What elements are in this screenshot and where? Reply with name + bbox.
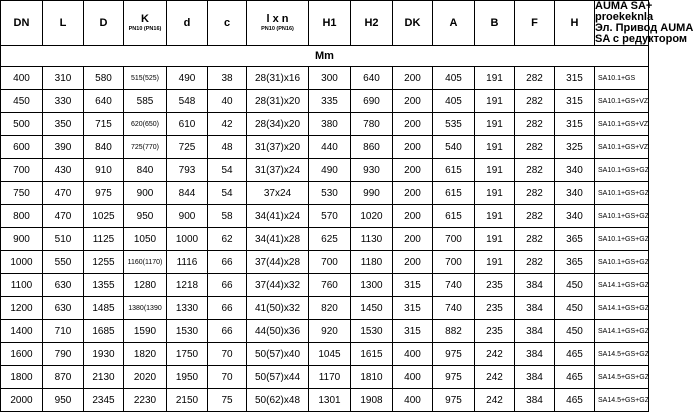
cell-a: 540 [433, 136, 475, 159]
cell-d-inner: 610 [167, 113, 208, 136]
table-row [1, 297, 649, 320]
cell-h1: 1170 [309, 366, 351, 389]
cell-dn: 450 [1, 90, 43, 113]
header-c: c [208, 1, 247, 46]
header-lxn [247, 1, 309, 46]
cell-lxn: 37(44)x32 [247, 274, 309, 297]
cell-h1: 1301 [309, 389, 351, 412]
cell-actuator: SA14.1+GS+GZ [595, 297, 649, 320]
cell-k: 2020 [124, 366, 167, 389]
cell-c: 66 [208, 320, 247, 343]
header-lxn-subtitle: PN10 (PN16) [261, 26, 294, 32]
cell-h: 340 [555, 182, 595, 205]
cell-dk: 200 [393, 251, 433, 274]
cell-b: 191 [475, 251, 515, 274]
cell-k: 1380(1390 [124, 297, 167, 320]
cell-c: 54 [208, 159, 247, 182]
table-row [1, 228, 649, 251]
cell-h: 450 [555, 274, 595, 297]
cell-c: 40 [208, 90, 247, 113]
header-b: B [475, 1, 515, 46]
header-d-inner: d [167, 1, 208, 46]
cell-h1: 700 [309, 251, 351, 274]
cell-l: 870 [43, 366, 84, 389]
cell-dn: 700 [1, 159, 43, 182]
table-row [1, 366, 649, 389]
cell-d-outer: 640 [84, 90, 124, 113]
header-dk: DK [393, 1, 433, 46]
cell-d-outer: 1025 [84, 205, 124, 228]
cell-actuator: SA14.1+GS+GZ [595, 274, 649, 297]
cell-h: 315 [555, 67, 595, 90]
cell-h1: 530 [309, 182, 351, 205]
cell-actuator: SA14.5+GS+GZ [595, 343, 649, 366]
cell-d-outer: 1125 [84, 228, 124, 251]
cell-d-outer: 1485 [84, 297, 124, 320]
table-row [1, 67, 649, 90]
header-d-outer: D [84, 1, 124, 46]
cell-l: 330 [43, 90, 84, 113]
table-row [1, 182, 649, 205]
cell-a: 615 [433, 205, 475, 228]
cell-h1: 490 [309, 159, 351, 182]
cell-h2: 780 [351, 113, 393, 136]
header-dn: DN [1, 1, 43, 46]
cell-actuator: SA10.1+GS+VZ [595, 136, 649, 159]
cell-f: 384 [515, 343, 555, 366]
cell-f: 384 [515, 274, 555, 297]
cell-f: 282 [515, 182, 555, 205]
cell-c: 66 [208, 251, 247, 274]
cell-actuator: SA10.1+GS+GZ [595, 182, 649, 205]
cell-a: 882 [433, 320, 475, 343]
cell-h2: 1615 [351, 343, 393, 366]
cell-c: 66 [208, 274, 247, 297]
cell-h2: 1450 [351, 297, 393, 320]
cell-k: 620(650) [124, 113, 167, 136]
header-actuator-line: proekeknla [595, 11, 654, 23]
cell-d-inner: 1950 [167, 366, 208, 389]
cell-dn: 500 [1, 113, 43, 136]
cell-c: 54 [208, 182, 247, 205]
cell-dn: 1200 [1, 297, 43, 320]
header-h1: H1 [309, 1, 351, 46]
cell-a: 405 [433, 67, 475, 90]
cell-l: 390 [43, 136, 84, 159]
cell-lxn: 28(31)x20 [247, 90, 309, 113]
cell-f: 282 [515, 113, 555, 136]
units-label: Mm [1, 46, 649, 67]
cell-f: 384 [515, 297, 555, 320]
cell-actuator: SA14.5+GS+GZ [595, 389, 649, 412]
cell-h: 450 [555, 320, 595, 343]
cell-f: 384 [515, 320, 555, 343]
cell-h: 340 [555, 159, 595, 182]
cell-h: 465 [555, 343, 595, 366]
cell-b: 235 [475, 320, 515, 343]
table-row [1, 274, 649, 297]
cell-h2: 690 [351, 90, 393, 113]
cell-lxn: 50(57)x40 [247, 343, 309, 366]
cell-c: 75 [208, 389, 247, 412]
cell-dk: 200 [393, 205, 433, 228]
cell-actuator: SA10.1+GS+GZ [595, 205, 649, 228]
cell-d-inner: 1530 [167, 320, 208, 343]
cell-b: 242 [475, 343, 515, 366]
cell-c: 42 [208, 113, 247, 136]
cell-a: 700 [433, 251, 475, 274]
cell-l: 470 [43, 205, 84, 228]
cell-b: 191 [475, 159, 515, 182]
cell-d-outer: 1255 [84, 251, 124, 274]
header-actuator-line: AUMA SA+ [595, 0, 653, 12]
cell-b: 235 [475, 274, 515, 297]
cell-d-inner: 725 [167, 136, 208, 159]
cell-d-inner: 900 [167, 205, 208, 228]
cell-k: 1820 [124, 343, 167, 366]
cell-f: 282 [515, 136, 555, 159]
cell-k: 1160(1170) [124, 251, 167, 274]
cell-d-inner: 548 [167, 90, 208, 113]
cell-d-outer: 2345 [84, 389, 124, 412]
cell-d-inner: 844 [167, 182, 208, 205]
cell-dn: 2000 [1, 389, 43, 412]
cell-h: 315 [555, 90, 595, 113]
cell-a: 615 [433, 182, 475, 205]
cell-b: 191 [475, 90, 515, 113]
cell-a: 405 [433, 90, 475, 113]
cell-h2: 1810 [351, 366, 393, 389]
table-row [1, 159, 649, 182]
cell-c: 66 [208, 297, 247, 320]
cell-dk: 200 [393, 90, 433, 113]
header-h2: H2 [351, 1, 393, 46]
cell-h2: 930 [351, 159, 393, 182]
cell-dk: 200 [393, 113, 433, 136]
cell-dk: 400 [393, 389, 433, 412]
cell-lxn: 34(41)x28 [247, 228, 309, 251]
cell-b: 242 [475, 366, 515, 389]
cell-h2: 860 [351, 136, 393, 159]
cell-h: 365 [555, 228, 595, 251]
table-row [1, 389, 649, 412]
cell-l: 550 [43, 251, 84, 274]
table-row [1, 113, 649, 136]
table-row [1, 343, 649, 366]
cell-actuator: SA10.1+GS+GZ [595, 159, 649, 182]
cell-d-outer: 715 [84, 113, 124, 136]
cell-k: 2230 [124, 389, 167, 412]
cell-dn: 800 [1, 205, 43, 228]
table-row [1, 205, 649, 228]
cell-h2: 1020 [351, 205, 393, 228]
cell-c: 70 [208, 366, 247, 389]
cell-b: 191 [475, 182, 515, 205]
cell-dk: 200 [393, 228, 433, 251]
cell-d-inner: 1218 [167, 274, 208, 297]
header-h: H [555, 1, 595, 46]
header-f: F [515, 1, 555, 46]
cell-c: 38 [208, 67, 247, 90]
cell-d-inner: 1116 [167, 251, 208, 274]
cell-d-outer: 840 [84, 136, 124, 159]
cell-dn: 600 [1, 136, 43, 159]
cell-a: 740 [433, 297, 475, 320]
cell-h1: 380 [309, 113, 351, 136]
cell-l: 630 [43, 274, 84, 297]
cell-h1: 335 [309, 90, 351, 113]
cell-d-outer: 580 [84, 67, 124, 90]
cell-d-outer: 1930 [84, 343, 124, 366]
cell-c: 70 [208, 343, 247, 366]
cell-d-outer: 1355 [84, 274, 124, 297]
cell-h2: 1180 [351, 251, 393, 274]
cell-l: 430 [43, 159, 84, 182]
header-row [1, 1, 649, 46]
cell-h: 325 [555, 136, 595, 159]
cell-d-outer: 2130 [84, 366, 124, 389]
cell-actuator: SA10.1+GS+GZ [595, 251, 649, 274]
cell-dk: 315 [393, 297, 433, 320]
units-row [1, 46, 649, 67]
cell-d-outer: 910 [84, 159, 124, 182]
cell-c: 58 [208, 205, 247, 228]
cell-l: 630 [43, 297, 84, 320]
cell-d-inner: 793 [167, 159, 208, 182]
cell-d-inner: 1750 [167, 343, 208, 366]
cell-dk: 400 [393, 366, 433, 389]
cell-l: 310 [43, 67, 84, 90]
cell-b: 235 [475, 297, 515, 320]
cell-k: 1050 [124, 228, 167, 251]
cell-lxn: 50(57)x44 [247, 366, 309, 389]
cell-d-outer: 1685 [84, 320, 124, 343]
cell-l: 710 [43, 320, 84, 343]
cell-f: 282 [515, 67, 555, 90]
cell-h2: 1300 [351, 274, 393, 297]
cell-lxn: 28(34)x20 [247, 113, 309, 136]
cell-a: 975 [433, 389, 475, 412]
cell-d-inner: 1330 [167, 297, 208, 320]
cell-f: 282 [515, 90, 555, 113]
cell-lxn: 28(31)x16 [247, 67, 309, 90]
cell-lxn: 37(44)x28 [247, 251, 309, 274]
cell-h2: 990 [351, 182, 393, 205]
cell-a: 975 [433, 343, 475, 366]
cell-b: 191 [475, 205, 515, 228]
cell-lxn: 34(41)x24 [247, 205, 309, 228]
cell-b: 191 [475, 113, 515, 136]
header-actuator-line: Эл. Привод AUMA [595, 22, 693, 34]
cell-lxn: 37x24 [247, 182, 309, 205]
cell-h1: 300 [309, 67, 351, 90]
cell-k: 950 [124, 205, 167, 228]
header-k [124, 1, 167, 46]
cell-f: 384 [515, 389, 555, 412]
cell-f: 282 [515, 228, 555, 251]
cell-lxn: 31(37)x20 [247, 136, 309, 159]
cell-actuator: SA14.5+GS+GZ [595, 366, 649, 389]
cell-h: 450 [555, 297, 595, 320]
header-actuator-line: SA с редуктором [595, 33, 688, 45]
cell-k: 840 [124, 159, 167, 182]
cell-dk: 315 [393, 320, 433, 343]
cell-dn: 1100 [1, 274, 43, 297]
header-l: L [43, 1, 84, 46]
cell-b: 242 [475, 389, 515, 412]
cell-h1: 920 [309, 320, 351, 343]
cell-dn: 1600 [1, 343, 43, 366]
cell-actuator: SA10.1+GS+VZ [595, 90, 649, 113]
header-actuator [595, 0, 693, 46]
cell-a: 535 [433, 113, 475, 136]
header-lxn-label: l x n [266, 13, 289, 25]
cell-h: 365 [555, 251, 595, 274]
cell-h: 315 [555, 113, 595, 136]
header-k-subtitle: PN10 (PN16) [128, 26, 162, 32]
cell-lxn: 44(50)x36 [247, 320, 309, 343]
cell-k: 515(525) [124, 67, 167, 90]
cell-d-inner: 490 [167, 67, 208, 90]
table-body [1, 67, 649, 412]
cell-dn: 1800 [1, 366, 43, 389]
cell-lxn: 31(37)x24 [247, 159, 309, 182]
table-row [1, 251, 649, 274]
cell-l: 950 [43, 389, 84, 412]
cell-lxn: 41(50)x32 [247, 297, 309, 320]
cell-h1: 760 [309, 274, 351, 297]
cell-f: 384 [515, 366, 555, 389]
cell-dk: 200 [393, 136, 433, 159]
cell-dn: 750 [1, 182, 43, 205]
header-a: A [433, 1, 475, 46]
cell-h: 465 [555, 366, 595, 389]
cell-b: 191 [475, 136, 515, 159]
cell-l: 350 [43, 113, 84, 136]
cell-dk: 400 [393, 343, 433, 366]
cell-l: 510 [43, 228, 84, 251]
cell-k: 1590 [124, 320, 167, 343]
cell-f: 282 [515, 251, 555, 274]
cell-h2: 1130 [351, 228, 393, 251]
table-row [1, 320, 649, 343]
cell-h1: 570 [309, 205, 351, 228]
cell-dn: 900 [1, 228, 43, 251]
cell-h2: 640 [351, 67, 393, 90]
cell-a: 740 [433, 274, 475, 297]
cell-f: 282 [515, 205, 555, 228]
cell-actuator: SA10.1+GS+VZ [595, 113, 649, 136]
cell-h2: 1530 [351, 320, 393, 343]
cell-f: 282 [515, 159, 555, 182]
cell-dn: 400 [1, 67, 43, 90]
cell-h1: 440 [309, 136, 351, 159]
cell-dk: 200 [393, 159, 433, 182]
cell-h1: 625 [309, 228, 351, 251]
cell-k: 725(770) [124, 136, 167, 159]
cell-a: 700 [433, 228, 475, 251]
cell-lxn: 50(62)x48 [247, 389, 309, 412]
cell-d-outer: 975 [84, 182, 124, 205]
cell-h2: 1908 [351, 389, 393, 412]
cell-d-inner: 2150 [167, 389, 208, 412]
cell-k: 1280 [124, 274, 167, 297]
cell-k: 900 [124, 182, 167, 205]
table-row [1, 136, 649, 159]
cell-dk: 315 [393, 274, 433, 297]
cell-h: 340 [555, 205, 595, 228]
cell-dn: 1000 [1, 251, 43, 274]
cell-c: 62 [208, 228, 247, 251]
cell-k: 585 [124, 90, 167, 113]
cell-dn: 1400 [1, 320, 43, 343]
cell-b: 191 [475, 228, 515, 251]
cell-a: 975 [433, 366, 475, 389]
cell-h: 465 [555, 389, 595, 412]
cell-b: 191 [475, 67, 515, 90]
cell-d-inner: 1000 [167, 228, 208, 251]
cell-actuator: SA10.1+GS [595, 67, 649, 90]
cell-l: 790 [43, 343, 84, 366]
cell-h1: 1045 [309, 343, 351, 366]
header-k-label: K [141, 13, 149, 25]
cell-dk: 200 [393, 182, 433, 205]
cell-actuator: SA14.1+GS+GZ [595, 320, 649, 343]
cell-dk: 200 [393, 67, 433, 90]
table-row [1, 90, 649, 113]
cell-l: 470 [43, 182, 84, 205]
cell-a: 615 [433, 159, 475, 182]
cell-h1: 820 [309, 297, 351, 320]
cell-actuator: SA10.1+GS+GZ [595, 228, 649, 251]
cell-c: 48 [208, 136, 247, 159]
